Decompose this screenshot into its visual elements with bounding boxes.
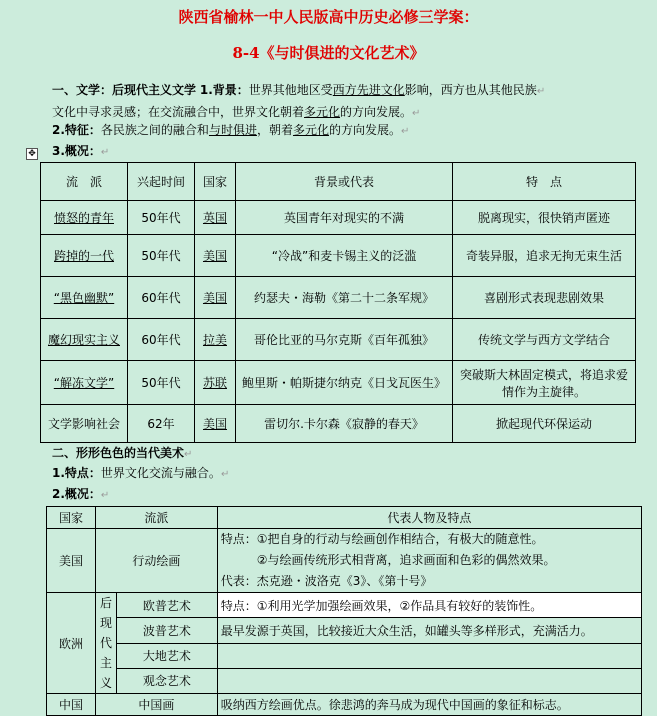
country-cell: 美国 [195, 405, 236, 443]
school-cell: “黑色幽默” [41, 277, 128, 319]
art-overview-label: 2.概况： [52, 487, 101, 501]
section1-heading: 一、文学：后现代主义文学 [52, 83, 197, 97]
table-header-row [41, 163, 636, 201]
country-cell-europe: 欧洲 [47, 593, 96, 694]
rep-cell: 鲍里斯・帕斯捷尔纳克《日戈瓦医生》 [236, 361, 453, 405]
school-cell: 愤怒的青年 [41, 201, 128, 235]
features-underline: 与时俱进 [208, 123, 257, 137]
country-cell: 英国 [195, 201, 236, 235]
action-desc-cell [217, 529, 641, 593]
country-cell-usa: 美国 [47, 529, 96, 593]
background-underline-2: 多元化 [304, 105, 341, 119]
rep-cell: 哥伦比亚的马尔克斯《百年孤独》 [236, 319, 453, 361]
paragraph-mark-icon: ↵ [184, 449, 193, 460]
header-school: 流 派 [41, 163, 128, 201]
rep-cell: 约瑟夫・海勒《第二十二条军规》 [236, 277, 453, 319]
school-cell-landart: 大地艺术 [117, 643, 218, 668]
art-header-school: 流派 [96, 507, 218, 529]
page-subtitle: 8-4《与时俱进的文化艺术》 [232, 44, 425, 62]
school-cell-concept: 观念艺术 [117, 668, 218, 693]
features-underline-2: 多元化 [292, 123, 329, 137]
literature-table [40, 162, 636, 443]
table-move-handle-icon[interactable]: ✥ [26, 148, 38, 160]
header-background: 背景或代表 [236, 163, 453, 201]
paragraph-mark-icon: ↵ [412, 108, 421, 119]
rep-cell: 英国青年对现实的不满 [236, 201, 453, 235]
school-cell-pop: 欧普艺术 [117, 593, 218, 618]
feature-cell: 传统文学与西方文学结合 [453, 319, 636, 361]
table-row [41, 319, 636, 361]
time-cell: 50年代 [128, 361, 195, 405]
country-cell: 美国 [195, 277, 236, 319]
art-header-country: 国家 [47, 507, 96, 529]
school-cell: 文学影响社会 [41, 405, 128, 443]
art-features-label: 1.特点： [52, 466, 101, 480]
section1-features [52, 120, 409, 142]
page-title: 陕西省榆林一中人民版高中历史必修三学案： [178, 8, 479, 26]
table-row [41, 277, 636, 319]
rep-cell: “冷战”和麦卡锡主义的泛滥 [236, 235, 453, 277]
feature-cell: 喜剧形式表现悲剧效果 [453, 277, 636, 319]
section1-background [52, 80, 545, 124]
time-cell: 60年代 [128, 319, 195, 361]
feature-cell: 脱离现实，很快销声匿迹 [453, 201, 636, 235]
action-line-1: 特点：①把自身的行动与绘画创作相结合，有极大的随意性。 [220, 532, 544, 546]
paragraph-mark-icon: ↵ [220, 469, 230, 480]
background-text-2: 影响，西方也从其他民族 [404, 83, 537, 97]
section2-heading-line [52, 443, 192, 465]
table-row [47, 668, 642, 693]
action-line-3: 代表：杰克逊・波洛克《3》、《第十号》 [220, 574, 433, 588]
features-label: 2.特征： [52, 123, 101, 137]
school-cell-chinese-painting: 中国画 [96, 694, 218, 716]
overview-label: 3.概况： [52, 144, 101, 158]
rep-cell: 雷切尔.卡尔森《寂静的春天》 [236, 405, 453, 443]
school-cell: 跨掉的一代 [41, 235, 128, 277]
art-header-row [47, 507, 642, 529]
section1-overview-label [52, 141, 109, 163]
feature-cell: 突破斯大林固定模式，将追求爱情作为主旋律。 [453, 361, 636, 405]
concept-desc-cell [217, 668, 641, 693]
header-time: 兴起时间 [128, 163, 195, 201]
background-line2-end: 的方向发展。 [340, 105, 413, 119]
header-feature: 特 点 [453, 163, 636, 201]
feature-cell: 掀起现代环保运动 [453, 405, 636, 443]
section2-features [52, 463, 229, 485]
background-text: 世界其他地区受 [248, 83, 333, 97]
school-cell-postmodern: 后现代主义 [96, 593, 117, 694]
table-row [47, 643, 642, 668]
country-cell: 拉美 [195, 319, 236, 361]
features-text: 各民族之间的融合和 [100, 123, 209, 137]
time-cell: 62年 [128, 405, 195, 443]
art-header-rep: 代表人物及特点 [217, 507, 641, 529]
time-cell: 50年代 [128, 235, 195, 277]
chinese-desc-cell: 吸纳西方绘画优点。徐悲鸿的奔马成为现代中国画的象征和标志。 [217, 694, 641, 716]
landart-desc-cell [217, 643, 641, 668]
paragraph-mark-icon: ↵ [100, 147, 110, 158]
country-cell-china: 中国 [47, 694, 96, 716]
table-row [41, 201, 636, 235]
school-cell: “解冻文学” [41, 361, 128, 405]
popart-desc-cell: 最早发源于英国，比较接近大众生活，如罐头等多样形式，充满活力。 [217, 618, 641, 643]
table-row [47, 593, 642, 618]
features-text-3: 的方向发展。 [328, 123, 401, 137]
school-cell: 魔幻现实主义 [41, 319, 128, 361]
action-line-2: ②与绘画传统形式相背离，追求画面和色彩的偶然效果。 [256, 553, 556, 567]
time-cell: 60年代 [128, 277, 195, 319]
country-cell: 苏联 [195, 361, 236, 405]
header-country: 国家 [195, 163, 236, 201]
art-features-text: 世界文化交流与融合。 [100, 466, 221, 480]
art-table [46, 506, 642, 716]
background-line2: 文化中寻求灵感；在交流融合中，世界文化朝着 [52, 105, 305, 119]
table-row [47, 529, 642, 593]
table-row [41, 235, 636, 277]
paragraph-mark-icon: ↵ [401, 126, 410, 137]
table-row [41, 405, 636, 443]
background-underline: 西方先进文化 [332, 83, 405, 97]
features-text-2: ，朝着 [256, 123, 293, 137]
pop-desc-cell: 特点：①利用光学加强绘画效果，②作品具有较好的装饰性。 [217, 593, 641, 618]
background-label: 1.背景： [199, 83, 249, 97]
school-cell-action: 行动绘画 [96, 529, 218, 593]
time-cell: 50年代 [128, 201, 195, 235]
section2-heading: 二、形形色色的当代美术 [52, 446, 185, 460]
country-cell: 美国 [195, 235, 236, 277]
paragraph-mark-icon: ↵ [100, 490, 110, 501]
table-row [47, 618, 642, 643]
feature-cell: 奇装异服，追求无拘无束生活 [453, 235, 636, 277]
table-row [41, 361, 636, 405]
school-cell-popart: 波普艺术 [117, 618, 218, 643]
paragraph-mark-icon: ↵ [536, 86, 546, 97]
section2-overview-label [52, 484, 109, 506]
